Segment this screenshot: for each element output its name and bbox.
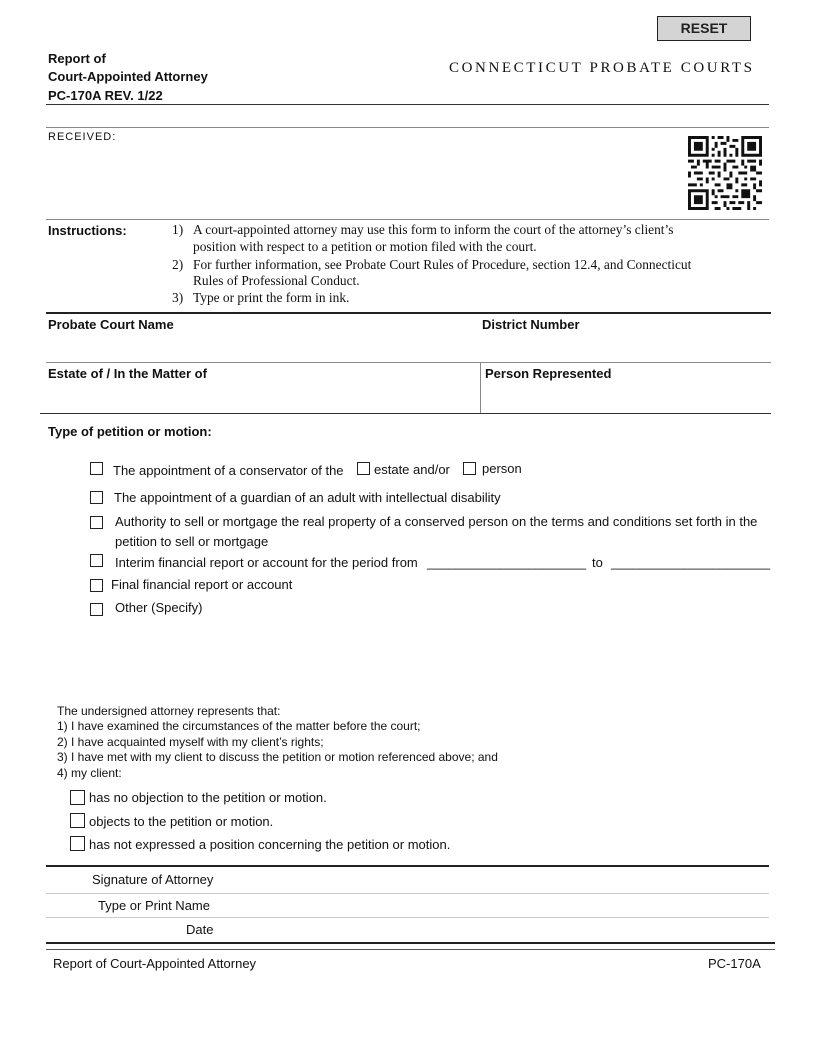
footer-rule	[46, 949, 775, 950]
form-title-line1: Report of	[48, 51, 106, 66]
instructions-top-rule	[46, 219, 769, 220]
court-section-rule	[46, 312, 771, 314]
estate-label: Estate of / In the Matter of	[48, 366, 207, 381]
signature-bottom-rule	[46, 942, 775, 944]
estate-field[interactable]	[46, 384, 476, 410]
qr-code-icon	[688, 136, 762, 210]
instruction-1-line2: position with respect to a petition or motion filed with the court.	[193, 239, 537, 254]
statement-2: 2) I have acquainted myself with my client’s rights;	[57, 735, 324, 749]
received-top-rule	[46, 127, 769, 128]
representation-intro: The undersigned attorney represents that:	[57, 704, 281, 718]
interim-to-label: to	[592, 555, 603, 570]
interim-text: Interim financial report or account for the period from	[115, 555, 418, 570]
other-specify-field[interactable]	[115, 620, 765, 680]
name-field[interactable]	[225, 895, 765, 917]
statement-1: 1) I have examined the circumstances of the matter before the court;	[57, 719, 421, 733]
estate-checkbox[interactable]	[357, 462, 370, 475]
instructions-label: Instructions:	[48, 223, 127, 238]
instruction-2-num: 2)	[172, 257, 184, 272]
estate-top-rule	[46, 362, 771, 363]
no-position-text: has not expressed a position concerning the petition or motion.	[89, 837, 451, 852]
estate-divider	[480, 362, 481, 413]
no-objection-checkbox[interactable]	[70, 790, 85, 805]
signature-top-rule	[46, 865, 769, 867]
form-title-line2: Court-Appointed Attorney	[48, 69, 208, 84]
person-represented-field[interactable]	[485, 384, 767, 410]
guardian-text: The appointment of a guardian of an adult with intellectual disability	[114, 490, 501, 505]
signature-rule	[46, 893, 769, 894]
date-label: Date	[186, 922, 214, 937]
date-field[interactable]	[225, 919, 765, 941]
authority-line2: petition to sell or mortgage	[115, 534, 269, 549]
conservator-text: The appointment of a conservator of the	[113, 463, 344, 478]
reset-button[interactable]: RESET	[657, 16, 751, 41]
other-checkbox[interactable]	[90, 603, 103, 616]
person-represented-label: Person Represented	[485, 366, 612, 381]
conservator-checkbox[interactable]	[90, 462, 103, 475]
footer-title: Report of Court-Appointed Attorney	[53, 956, 257, 971]
interim-to-date-field[interactable]: ______________________	[611, 555, 771, 570]
signature-label: Signature of Attorney	[92, 872, 214, 887]
estate-bottom-rule	[40, 413, 771, 414]
no-position-checkbox[interactable]	[70, 836, 85, 851]
petition-heading: Type of petition or motion:	[48, 424, 212, 439]
district-number-field[interactable]	[482, 334, 767, 360]
person-option-text: person	[482, 461, 522, 476]
instruction-1-line1: A court-appointed attorney may use this form to inform the court of the attorney’s client’s	[193, 222, 674, 237]
signature-field[interactable]	[225, 868, 765, 892]
district-number-label: District Number	[482, 317, 580, 332]
final-checkbox[interactable]	[90, 579, 103, 592]
interim-from-date-field[interactable]: ______________________	[427, 555, 587, 570]
person-checkbox[interactable]	[463, 462, 476, 475]
instruction-2-line2: Rules of Professional Conduct.	[193, 273, 360, 288]
form-code-line	[48, 88, 163, 103]
final-text: Final financial report or account	[111, 577, 293, 592]
other-text: Other (Specify)	[115, 600, 203, 615]
statement-3: 3) I have met with my client to discuss the petition or motion referenced above; and	[57, 750, 498, 764]
estate-option-text: estate and/or	[374, 462, 450, 477]
name-label: Type or Print Name	[98, 898, 210, 913]
instruction-1-num: 1)	[172, 222, 184, 237]
form-code: PC-170A	[48, 88, 101, 103]
authority-checkbox[interactable]	[90, 516, 103, 529]
no-objection-text: has no objection to the petition or motion.	[89, 790, 327, 805]
statement-4: 4) my client:	[57, 766, 122, 780]
interim-checkbox[interactable]	[90, 554, 103, 567]
court-name-field[interactable]	[46, 334, 476, 360]
name-rule	[46, 917, 769, 918]
received-label: RECEIVED:	[48, 131, 117, 143]
guardian-checkbox[interactable]	[90, 491, 103, 504]
agency-name: CONNECTICUT PROBATE COURTS	[449, 60, 755, 76]
footer-form-code: PC-170A	[708, 956, 761, 971]
form-revision: REV. 1/22	[104, 88, 163, 103]
instruction-2-line1: For further information, see Probate Court Rules of Procedure, section 12.4, and Connecticut	[193, 257, 692, 272]
objects-text: objects to the petition or motion.	[89, 814, 274, 829]
objects-checkbox[interactable]	[70, 813, 85, 828]
instruction-3-line1: Type or print the form in ink.	[193, 290, 350, 305]
instruction-3-num: 3)	[172, 290, 184, 305]
header-rule	[46, 104, 769, 105]
authority-line1: Authority to sell or mortgage the real property of a conserved person on the terms and conditions set forth in the	[115, 514, 758, 529]
court-name-label: Probate Court Name	[48, 317, 174, 332]
